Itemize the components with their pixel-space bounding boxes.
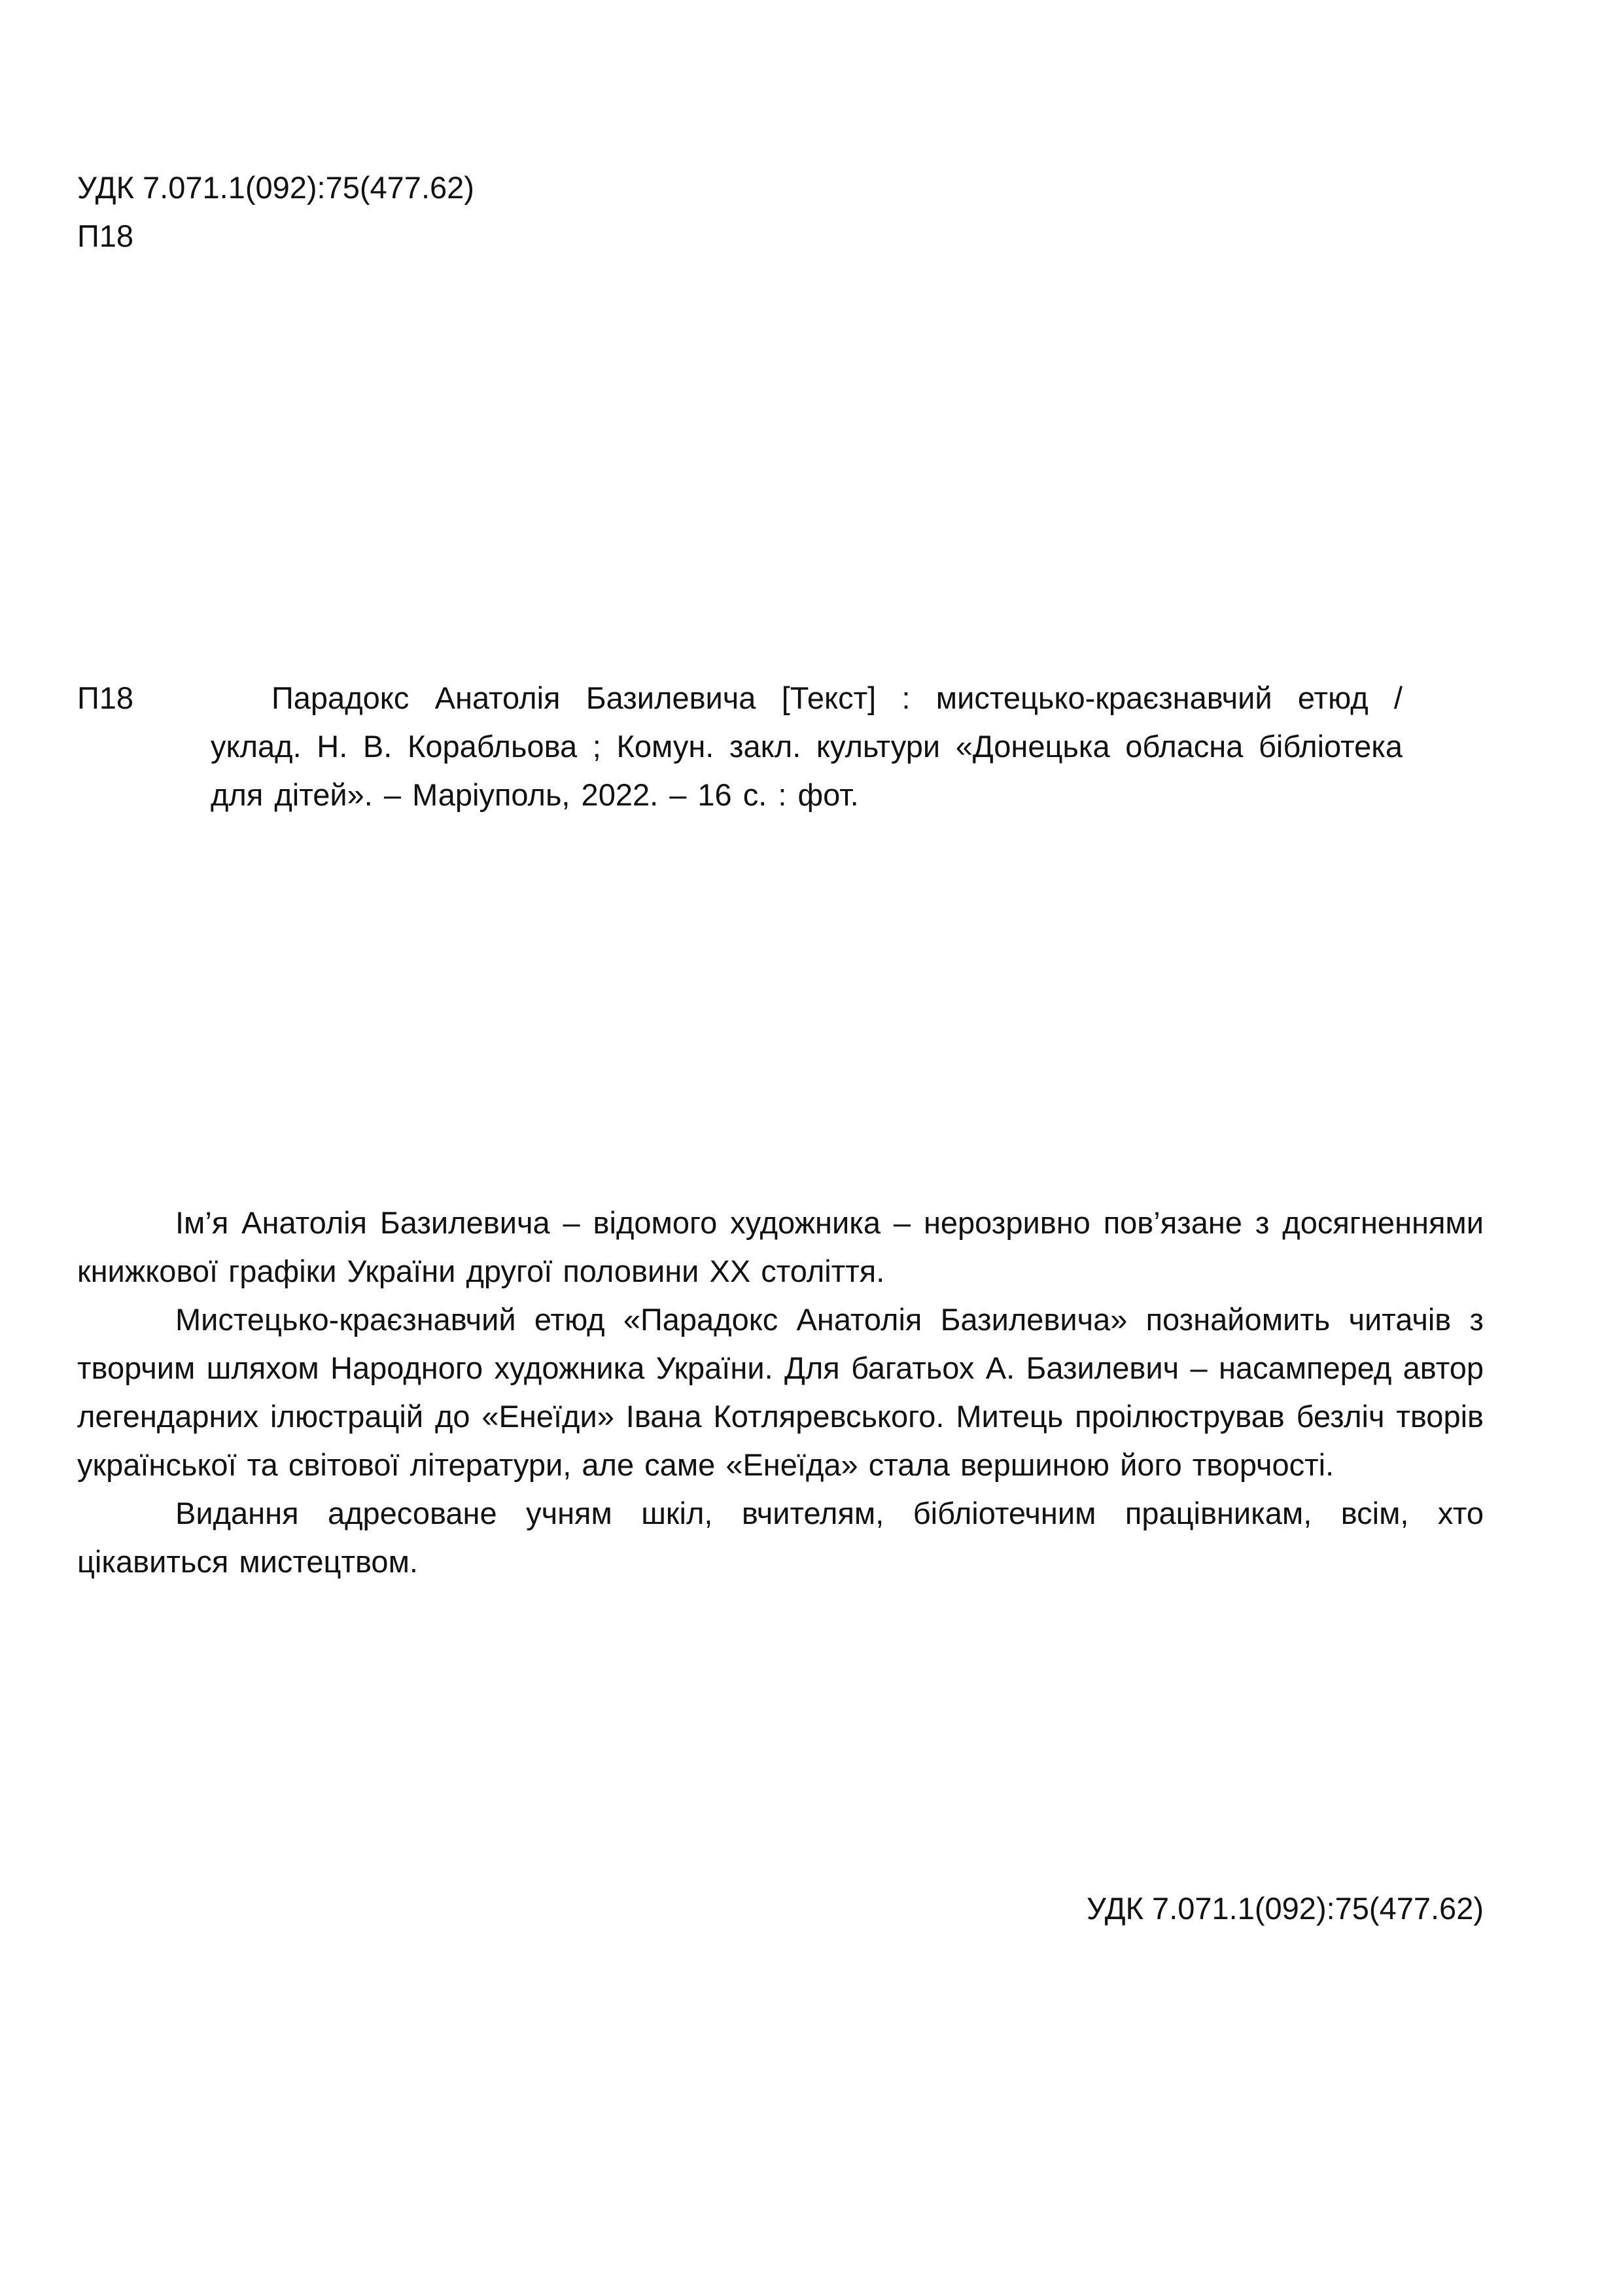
annotation-paragraph: Мистецько-краєзнавчий етюд «Парадокс Анатолія Базилевича» познайомить читачів з творчим шляхом Народного художника України. Для багатьох А. Базилевич – насамперед автор легендарних ілюстрацій до «Енеїди» Івана Котляревського. Митець проілюстрував безліч творів української та світової літератури, але саме «Енеїда» стала вершиною його творчості. [77, 1302, 1484, 1482]
udk-code: УДК 7.071.1(092):75(477.62) [77, 170, 474, 205]
bibliographic-description: Парадокс Анатолія Базилевича [Текст] : мистецько-краєзнавчий етюд / уклад. Н. В. Корабльова ; Комун. закл. культури «Донецька обласна бібліотека для дітей». – Маріуполь, 2022. – 16 с. : фот. [211, 680, 1403, 812]
author-sign: П18 [77, 219, 134, 253]
annotation-paragraph: Ім’я Анатолія Базилевича – відомого художника – нерозривно пов’язане з досягненнями книжкової графіки України другої половини ХХ століття. [77, 1205, 1484, 1288]
footer-udk-code: УДК 7.071.1(092):75(477.62) [1087, 1891, 1484, 1926]
classification-header [77, 164, 474, 260]
annotation-paragraph: Видання адресоване учням шкіл, вчителям, бібліотечним працівникам, всім, хто цікавиться мистецтвом. [77, 1496, 1484, 1579]
bibliographic-code: П18 [77, 680, 134, 715]
annotation [77, 1199, 1484, 1586]
